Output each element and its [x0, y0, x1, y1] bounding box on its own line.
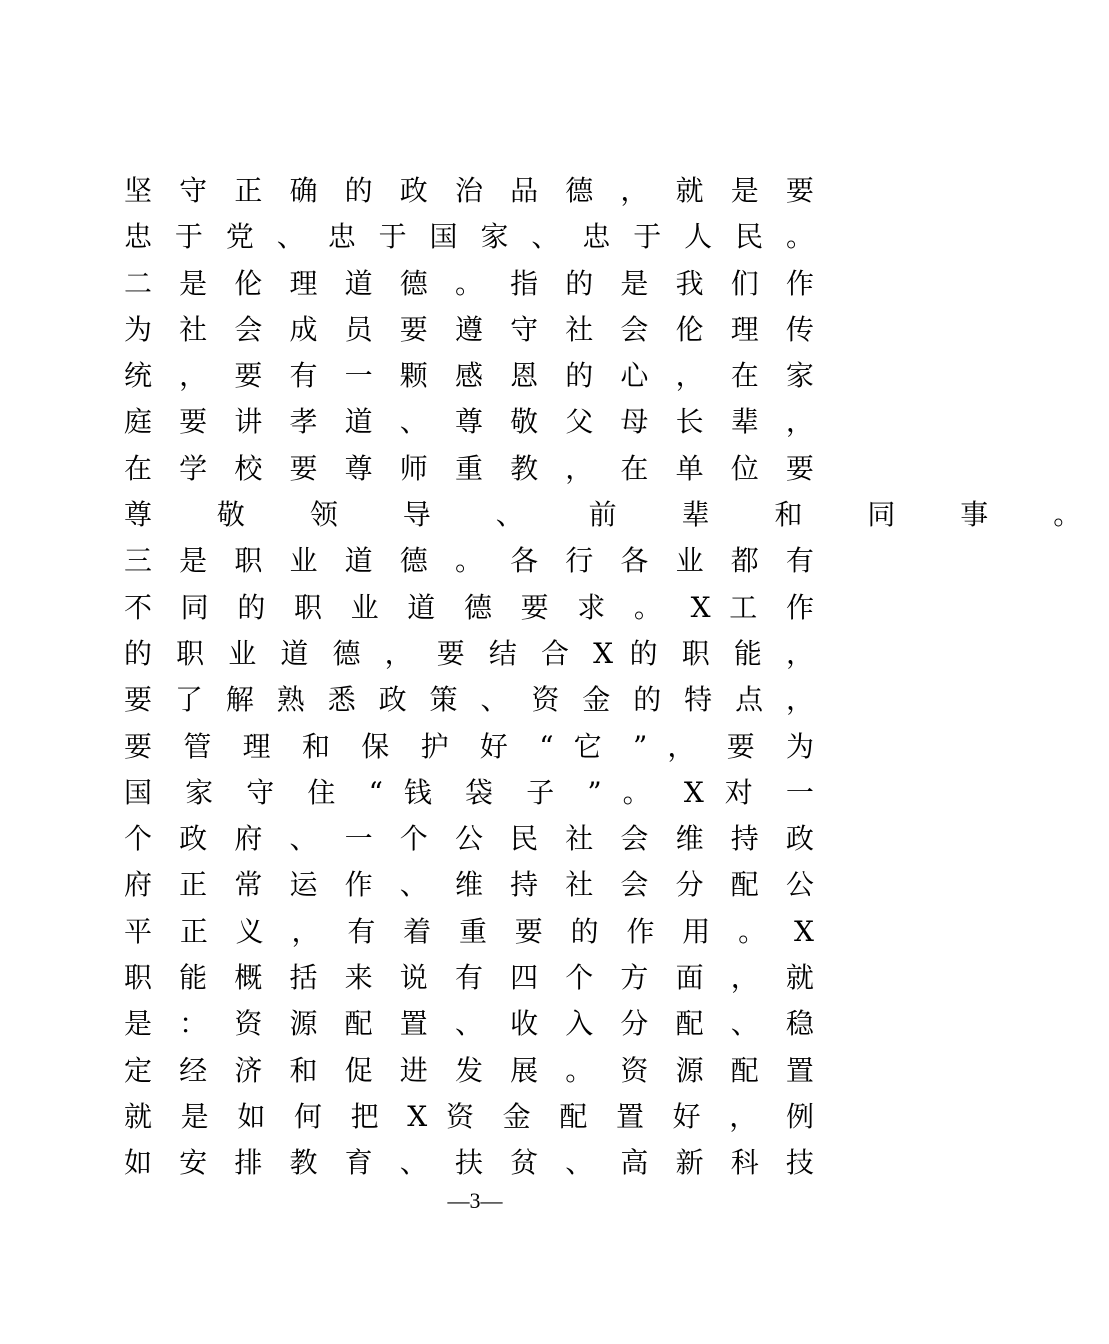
text-line: 忠 于 党 、 忠 于 国 家 、 忠 于 人 民 。: [124, 220, 814, 254]
text-line: 如 安 排 教 育 、 扶 贫 、 高 新 科 技: [124, 1146, 814, 1180]
text-line: 府 正 常 运 作 、 维 持 社 会 分 配 公: [124, 868, 814, 902]
text-line: 坚 守 正 确 的 政 治 品 德 ， 就 是 要: [124, 174, 814, 207]
body-text: [124, 168, 1109, 1187]
text-line: 三 是 职 业 道 德 。 各 行 各 业 都 有: [124, 544, 814, 578]
text-line: 庭 要 讲 孝 道 、 尊 敬 父 母 长 辈 ，: [124, 405, 814, 439]
text-line: 职 能 概 括 来 说 有 四 个 方 面 ， 就: [124, 961, 814, 995]
text-line: 就 是 如 何 把 X 资 金 配 置 好 ， 例: [124, 1099, 814, 1133]
text-line: 国 家 守 住 “ 钱 袋 子 ” 。 X 对 一: [124, 775, 814, 809]
text-line: 统 ， 要 有 一 颗 感 恩 的 心 ， 在 家: [124, 359, 814, 393]
text-line: 要 管 理 和 保 护 好 “ 它 ” ， 要 为: [124, 729, 815, 763]
text-line: 定 经 济 和 促 进 发 展 。 资 源 配 置: [124, 1053, 814, 1087]
text-line: 平 正 义 ， 有 着 重 要 的 作 用 。 X: [124, 914, 814, 948]
text-line: 的 职 业 道 德 ， 要 结 合 X 的 职 能 ，: [124, 636, 814, 670]
text-line: 不 同 的 职 业 道 德 要 求 。 X 工 作: [124, 590, 814, 624]
text-line: 为 社 会 成 员 要 遵 守 社 会 伦 理 传: [124, 312, 814, 346]
text-line: 在 学 校 要 尊 师 重 教 ， 在 单 位 要: [124, 451, 814, 485]
text-line: 个 政 府 、 一 个 公 民 社 会 维 持 政: [124, 822, 814, 856]
text-line: 二 是 伦 理 道 德 。 指 的 是 我 们 作: [124, 266, 814, 300]
text-line: 是 ： 资 源 配 置 、 收 入 分 配 、 稳: [124, 1007, 814, 1041]
text-line: 要 了 解 熟 悉 政 策 、 资 金 的 特 点 ，: [124, 683, 814, 717]
text-line: 尊 敬 领 导 、 前 辈 和 同 事 。: [124, 498, 1109, 532]
page-number: —3—: [447, 1188, 503, 1213]
